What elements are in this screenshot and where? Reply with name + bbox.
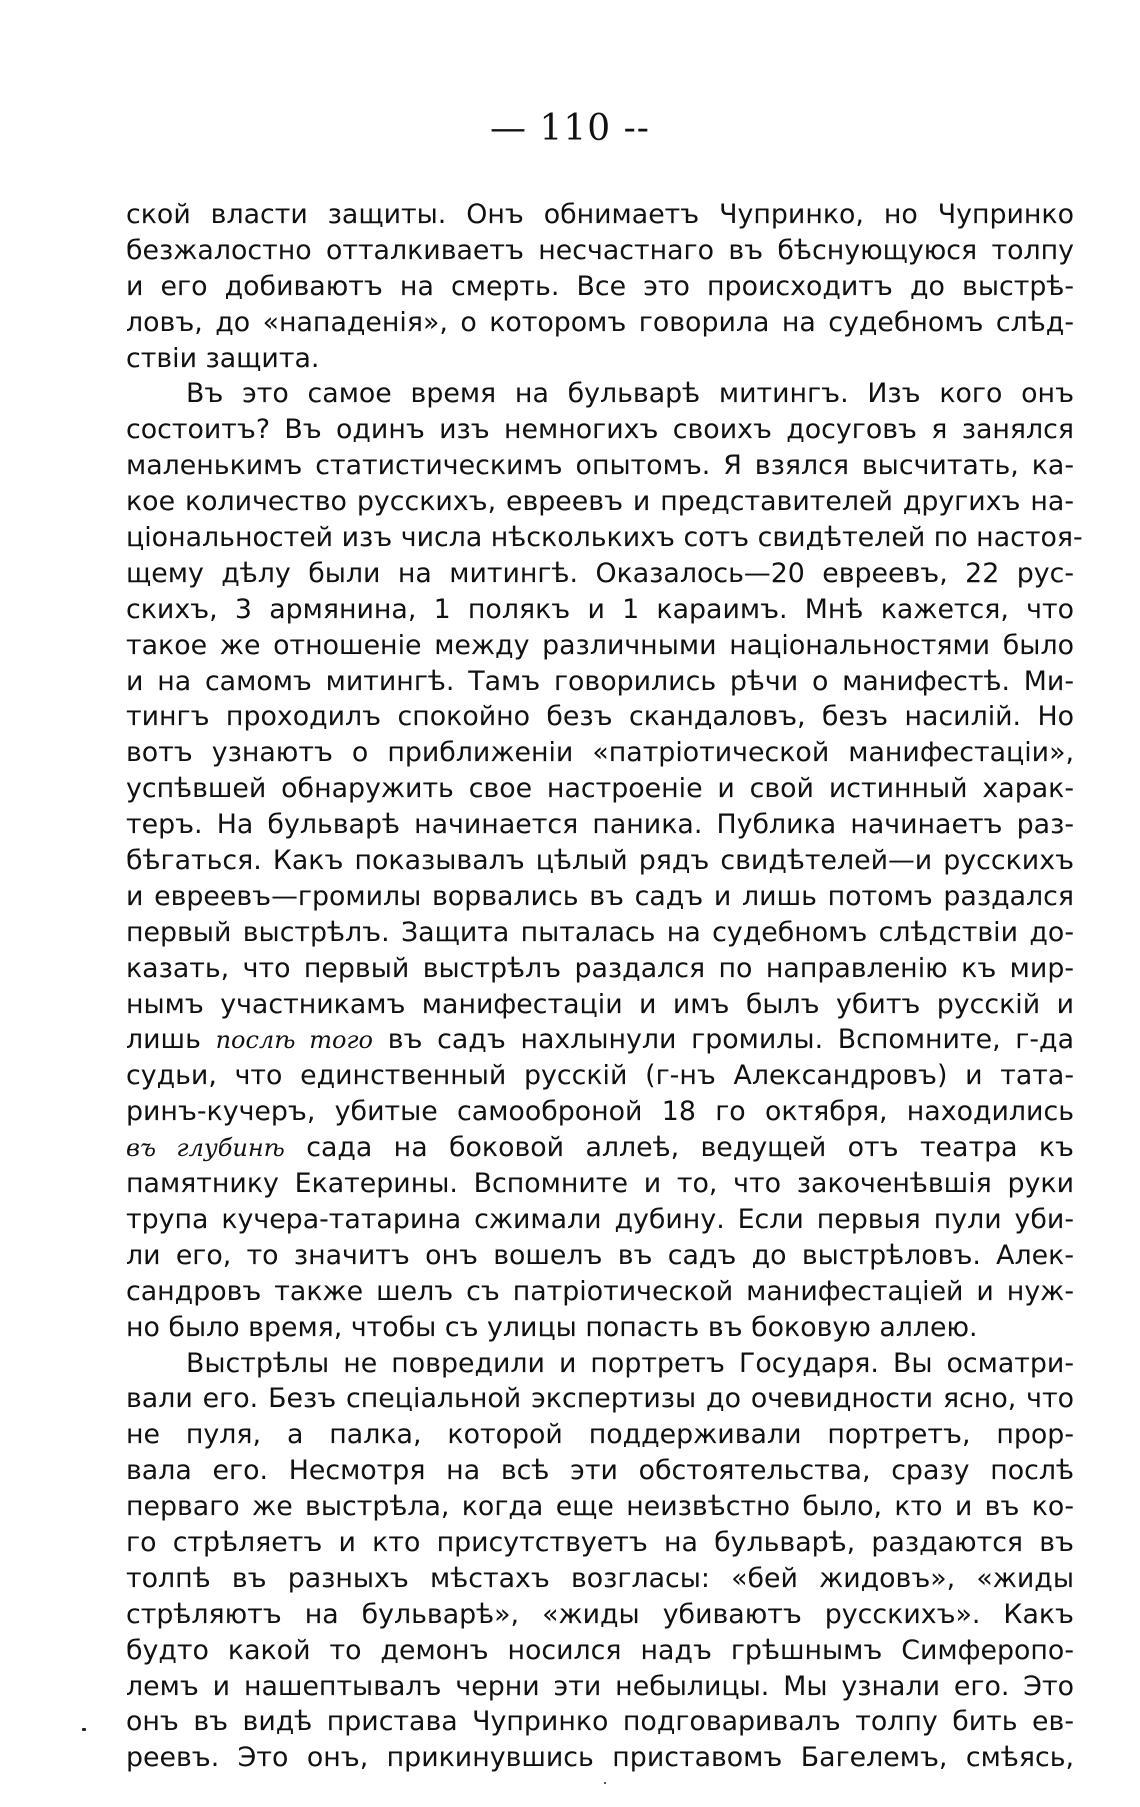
text-line: судьи, что единственный русскій (г-нъ Александровъ) и тата- bbox=[126, 1060, 1074, 1092]
text-line: успѣвшей обнаружить свое настроеніе и свой истинный харак- bbox=[126, 773, 1074, 805]
text-line: такое же отношеніе между различными національностями было bbox=[126, 629, 1074, 661]
text-line: но было время, чтобы съ улицы попасть въ боковую аллею. bbox=[126, 1311, 978, 1343]
text-line: толпѣ въ разныхъ мѣстахъ возгласы: «бей жидовъ», «жиды bbox=[126, 1562, 1074, 1594]
text-line-with-italic bbox=[126, 1022, 1074, 1058]
text-line: кое количество русскихъ, евреевъ и представителей другихъ на- bbox=[126, 486, 1074, 518]
text-line: и на самомъ митингѣ. Тамъ говорились рѣчи о манифестѣ. Ми- bbox=[126, 665, 1074, 697]
text-fragment: сада на боковой аллеѣ, ведущей отъ театра къ bbox=[306, 1132, 1074, 1164]
text-line: вотъ узнаютъ о приближеніи «патріотической манифестаціи», bbox=[126, 737, 1074, 769]
text-line: ринъ-кучеръ, убитые самооброной 18 го октября, находились bbox=[126, 1096, 1074, 1128]
text-line: го стрѣляетъ и кто присутствуетъ на бульварѣ, раздаются въ bbox=[126, 1526, 1074, 1558]
text-line: трупа кучера-татарина сжимали дубину. Если первыя пули уби- bbox=[126, 1203, 1074, 1235]
italic-emphasis: въ глубинѣ bbox=[126, 1134, 285, 1163]
text-line: скихъ, 3 армянина, 1 полякъ и 1 караимъ. Мнѣ кажется, что bbox=[126, 593, 1074, 625]
text-line: будто какой то демонъ носился надъ грѣшнымъ Симферопо- bbox=[126, 1634, 1074, 1666]
text-line: и евреевъ—громилы ворвались въ садъ и лишь потомъ раздался bbox=[126, 880, 1074, 912]
text-line: ціональностей изъ числа нѣсколькихъ сотъ свидѣтелей по настоя- bbox=[126, 522, 1083, 554]
text-line: памятнику Екатерины. Вспомните и то, что закоченѣвшія руки bbox=[126, 1168, 1074, 1200]
text-line: тингъ проходилъ спокойно безъ скандаловъ, безъ насилій. Но bbox=[126, 701, 1074, 733]
scan-speck bbox=[604, 1782, 606, 1784]
text-line: безжалостно отталкиваетъ несчастнаго въ бѣснующуюся толпу bbox=[126, 234, 1074, 266]
scan-speck bbox=[82, 1728, 86, 1731]
text-line: маленькимъ статистическимъ опытомъ. Я взялся высчитать, ка- bbox=[126, 450, 1074, 482]
text-line: лемъ и нашептывалъ черни эти небылицы. Мы узнали его. Это bbox=[126, 1670, 1074, 1702]
text-fragment: лишь bbox=[126, 1024, 201, 1056]
text-line: ловъ, до «нападенія», о которомъ говорила на судебномъ слѣд- bbox=[126, 306, 1074, 338]
text-line-with-italic bbox=[126, 1130, 1074, 1166]
text-line: первый выстрѣлъ. Защита пыталась на судебномъ слѣдствіи до- bbox=[126, 916, 1074, 948]
text-line: не пуля, а палка, которой поддерживали портретъ, прор- bbox=[126, 1419, 1074, 1451]
text-line: вала его. Несмотря на всѣ эти обстоятельства, сразу послѣ bbox=[126, 1455, 1074, 1487]
page-number: — 110 -- bbox=[490, 108, 650, 149]
text-line: казать, что первый выстрѣлъ раздался по направленію къ мир- bbox=[126, 952, 1074, 984]
text-line: Выстрѣлы не повредили и портретъ Государя. Вы осматри- bbox=[186, 1347, 1074, 1379]
text-line: онъ въ видѣ пристава Чупринко подговаривалъ толпу бить ев- bbox=[126, 1706, 1074, 1738]
text-line: бѣгаться. Какъ показывалъ цѣлый рядъ свидѣтелей—и русскихъ bbox=[126, 845, 1074, 877]
text-line: нымъ участникамъ манифестаціи и имъ былъ убитъ русскій и bbox=[126, 988, 1074, 1020]
text-fragment: въ садъ нахлынули громилы. Вспомните, г-да bbox=[387, 1024, 1074, 1056]
text-line: реевъ. Это онъ, прикинувшись приставомъ Багелемъ, смѣясь, bbox=[126, 1742, 1074, 1774]
text-line: перваго же выстрѣла, когда еще неизвѣстно было, кто и въ ко- bbox=[126, 1491, 1074, 1523]
text-line: вали его. Безъ спеціальной экспертизы до очевидности ясно, что bbox=[126, 1383, 1074, 1415]
text-line: ской власти защиты. Онъ обнимаетъ Чупринко, но Чупринко bbox=[126, 199, 1074, 230]
text-line: ствіи защита. bbox=[126, 342, 320, 374]
text-line: состоитъ? Въ одинъ изъ немногихъ своихъ досуговъ я занялся bbox=[126, 414, 1074, 446]
text-line: Въ это самое время на бульварѣ митингъ. Изъ кого онъ bbox=[186, 378, 1074, 410]
text-line: теръ. На бульварѣ начинается паника. Публика начинаетъ раз- bbox=[126, 809, 1074, 841]
text-line: ли его, то значитъ онъ вошелъ въ садъ до выстрѣловъ. Алек- bbox=[126, 1239, 1074, 1271]
text-line: щему дѣлу были на митингѣ. Оказалось—20 евреевъ, 22 рус- bbox=[126, 557, 1074, 589]
text-line: стрѣляютъ на бульварѣ», «жиды убиваютъ русскихъ». Какъ bbox=[126, 1598, 1074, 1630]
page-text bbox=[126, 197, 1083, 1776]
italic-emphasis: послѣ того bbox=[215, 1026, 373, 1055]
text-line: и его добиваютъ на смерть. Все это происходитъ до выстрѣ- bbox=[126, 270, 1074, 302]
text-line: сандровъ также шелъ съ патріотической манифестаціей и нуж- bbox=[126, 1275, 1074, 1307]
